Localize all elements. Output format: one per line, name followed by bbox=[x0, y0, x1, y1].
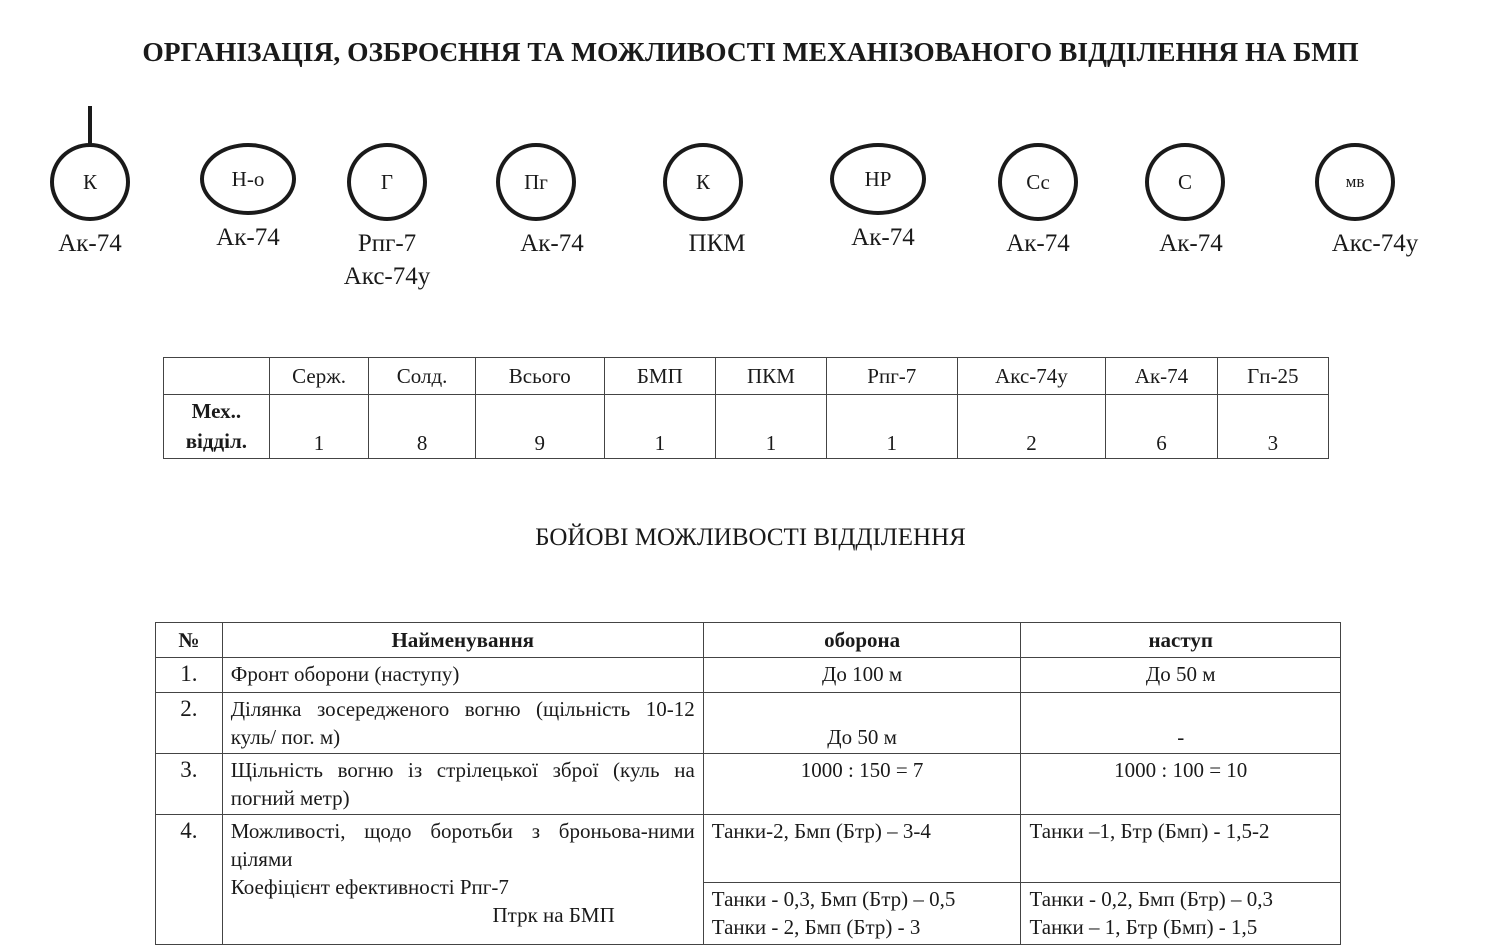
staff-value-cell: 8 bbox=[369, 395, 475, 459]
row-defense: До 100 м bbox=[703, 658, 1021, 693]
capabilities-table bbox=[155, 622, 1341, 945]
row-offense-line: Танки – 1, Бтр (Бмп) - 1,5 bbox=[1029, 915, 1258, 939]
cap-table-row bbox=[156, 658, 1341, 693]
weapon-label: Рпг-7 bbox=[357, 230, 417, 257]
grenadier-circle-icon: Г bbox=[347, 143, 427, 221]
staff-header-cell: Всього bbox=[475, 358, 604, 395]
staff-header-cell: БМП bbox=[604, 358, 715, 395]
senior-shooter-circle-icon: Сс bbox=[998, 143, 1078, 221]
cap-header-cell: наступ bbox=[1021, 623, 1341, 658]
row-name-tertiary: Птрк на БМП bbox=[492, 903, 615, 927]
staff-value-cell: 1 bbox=[269, 395, 369, 459]
row-offense-multi bbox=[1021, 883, 1341, 945]
weapon-label: Ак-74 bbox=[851, 224, 915, 251]
assistant-grenadier-circle-icon: Пг bbox=[496, 143, 576, 221]
row-offense-line: Танки - 0,2, Бмп (Бтр) – 0,3 bbox=[1029, 887, 1274, 911]
cap-header-cell: Найменування bbox=[222, 623, 703, 658]
row-name: Ділянка зосередженого вогню (щільність 10-12 куль/ пог. м) bbox=[222, 693, 703, 754]
staff-row-label bbox=[164, 395, 270, 459]
senior-rifleman-circle-icon: НР bbox=[830, 143, 926, 215]
machine-gunner-circle-icon: К bbox=[663, 143, 743, 221]
staff-header-cell: Акс-74у bbox=[957, 358, 1106, 395]
weapon-label: Ак-74 bbox=[58, 230, 122, 257]
staff-header-cell: Рпг-7 bbox=[827, 358, 958, 395]
cap-table-row bbox=[156, 754, 1341, 815]
row-defense: 1000 : 150 = 7 bbox=[703, 754, 1021, 815]
staff-table bbox=[163, 357, 1329, 459]
row-number: 2. bbox=[156, 693, 223, 754]
staff-value-cell: 1 bbox=[827, 395, 958, 459]
row-offense: 1000 : 100 = 10 bbox=[1021, 754, 1341, 815]
row-offense: - bbox=[1021, 693, 1341, 754]
weapon-label: Ак-74 bbox=[216, 224, 280, 251]
row-name-group bbox=[222, 815, 703, 945]
staff-header-cell bbox=[164, 358, 270, 395]
row-name: Фронт оборони (наступу) bbox=[222, 658, 703, 693]
section-title: БОЙОВІ МОЖЛИВОСТІ ВІДДІЛЕННЯ bbox=[535, 524, 966, 551]
staff-value-cell: 9 bbox=[475, 395, 604, 459]
staff-value-cell: 6 bbox=[1106, 395, 1217, 459]
staff-row-label-line-2: відділ. bbox=[185, 429, 247, 453]
staff-header-cell: ПКМ bbox=[715, 358, 826, 395]
row-defense-multi bbox=[703, 883, 1021, 945]
squad-member-driver-mechanic bbox=[1245, 143, 1465, 260]
row-number: 3. bbox=[156, 754, 223, 815]
row-number: 1. bbox=[156, 658, 223, 693]
weapon-label: Ак-74 bbox=[1006, 230, 1070, 257]
staff-table-row bbox=[164, 395, 1329, 459]
row-offense: Танки –1, Бтр (Бмп) - 1,5-2 bbox=[1021, 815, 1341, 883]
row-defense: Танки-2, Бмп (Бтр) – 3-4 bbox=[703, 815, 1021, 883]
row-defense-line: Танки - 0,3, Бмп (Бтр) – 0,5 bbox=[711, 887, 956, 911]
row-defense-line: Танки - 2, Бмп (Бтр) - 3 bbox=[711, 915, 921, 939]
staff-value-cell: 1 bbox=[604, 395, 715, 459]
staff-table-header-row bbox=[164, 358, 1329, 395]
staff-row-label-line-1: Мех.. bbox=[191, 399, 242, 423]
staff-value-cell: 3 bbox=[1217, 395, 1328, 459]
driver-mechanic-circle-icon: мв bbox=[1315, 143, 1395, 221]
weapon-label: ПКМ bbox=[688, 230, 746, 257]
staff-header-cell: Гп-25 bbox=[1217, 358, 1328, 395]
row-defense: До 50 м bbox=[703, 693, 1021, 754]
row-name-secondary: Коефіцієнт ефективності Рпг-7 bbox=[230, 875, 509, 899]
row-number: 4. bbox=[156, 815, 223, 945]
commander-circle-icon: К bbox=[50, 143, 130, 221]
weapon-label: Акс-74у bbox=[1331, 230, 1419, 257]
staff-value-cell: 2 bbox=[957, 395, 1106, 459]
commander-stem-line bbox=[88, 106, 92, 146]
row-name: Щільність вогню із стрілецької зброї (куль на погний метр) bbox=[222, 754, 703, 815]
gunner-operator-circle-icon: Н-о bbox=[200, 143, 296, 215]
cap-table-row bbox=[156, 693, 1341, 754]
weapon-label: Ак-74 bbox=[520, 230, 584, 257]
row-offense: До 50 м bbox=[1021, 658, 1341, 693]
cap-header-cell: № bbox=[156, 623, 223, 658]
staff-header-cell: Ак-74 bbox=[1106, 358, 1217, 395]
row-name: Можливості, щодо боротьби з броньова-ними цілями bbox=[230, 819, 695, 871]
shooter-circle-icon: С bbox=[1145, 143, 1225, 221]
staff-value-cell: 1 bbox=[715, 395, 826, 459]
cap-header-cell: оборона bbox=[703, 623, 1021, 658]
weapon-label: Ак-74 bbox=[1159, 230, 1223, 257]
cap-table-header-row bbox=[156, 623, 1341, 658]
cap-table-row bbox=[156, 815, 1341, 883]
staff-header-cell: Серж. bbox=[269, 358, 369, 395]
staff-header-cell: Солд. bbox=[369, 358, 475, 395]
weapon-label-2: Акс-74у bbox=[343, 263, 431, 290]
page-title: ОРГАНІЗАЦІЯ, ОЗБРОЄННЯ ТА МОЖЛИВОСТІ МЕХАНІЗОВАНОГО ВІДДІЛЕННЯ НА БМП bbox=[142, 36, 1359, 67]
